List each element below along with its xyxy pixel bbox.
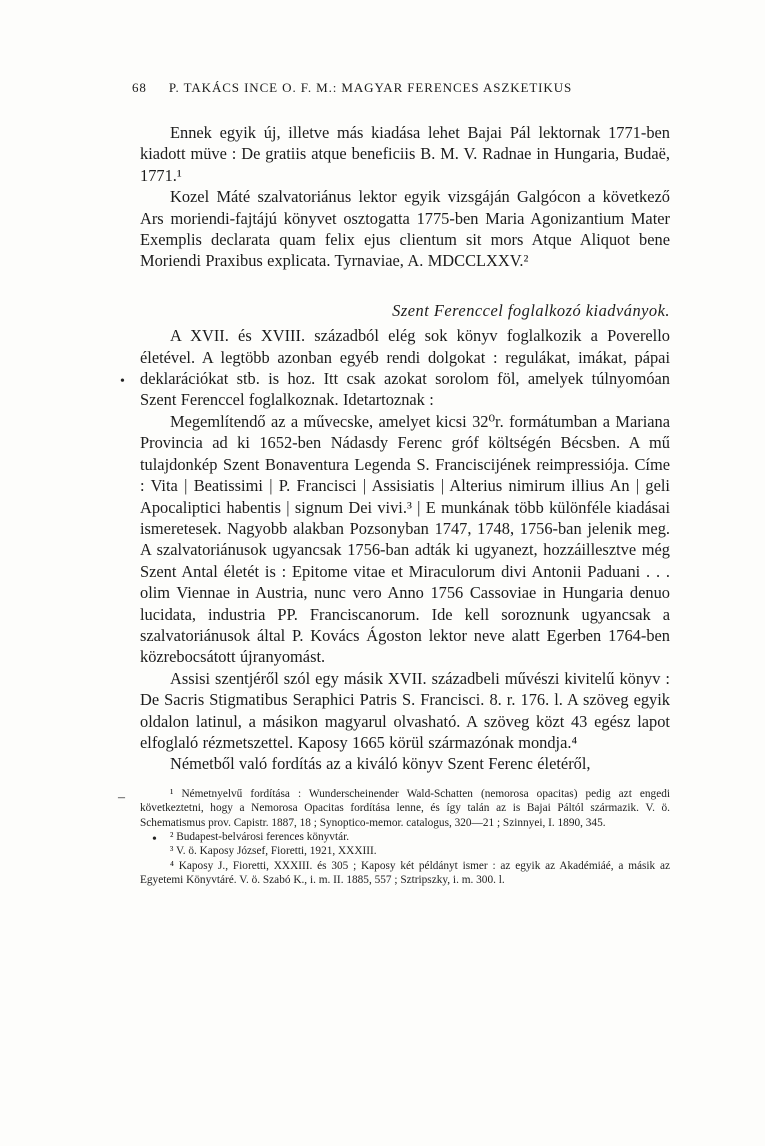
running-title: P. TAKÁCS INCE O. F. M.: MAGYAR FERENCES ASZKETIKUS xyxy=(168,80,573,95)
footnotes xyxy=(140,787,670,888)
margin-dot-mark: • xyxy=(120,374,125,389)
book-page xyxy=(132,80,670,888)
margin-bullet-mark: • xyxy=(152,832,157,847)
main-text xyxy=(140,122,670,775)
footnote: ³ V. ö. Kaposy József, Fioretti, 1921, XXXIII. xyxy=(170,845,377,858)
footnote: ² Budapest-belvárosi ferences könyvtár. xyxy=(170,831,350,843)
paragraph: Németből való fordítás az a kiváló könyv Szent Ferenc életéről, xyxy=(170,754,591,774)
paragraph: A XVII. és XVIII. századból elég sok könyv foglalkozik a Poverello életével. A legtöbb azonban egyéb rendi dolgokat : regulákat, imákat, pápai deklarációkat stb. is hoz. Itt csak azokat sorolom föl, amelyek túlnyomóan Szent Ferenccel foglalkoznak. Idetartoznak : xyxy=(140,326,670,410)
paragraph: Kozel Máté szalvatoriánus lektor egyik vizsgáján Galgócon a következő Ars moriendi-fajtájú könyvet osztogatta 1775-ben Maria Agonizantium Mater Exemplis declarata quam felix ejus clientum sit mors Atque Aliquot bene Moriendi Praxibus explicata. Tyrnaviae, A. MDCCLXXV.² xyxy=(140,187,670,271)
section-heading: Szent Ferenccel foglalkozó kiadványok. xyxy=(392,300,670,320)
paragraph: Assisi szentjéről szól egy másik XVII. századbeli művészi kivitelű könyv : De Sacris Stigmatibus Seraphici Patris S. Francisci. 8. r. 176. l. A szöveg egyik oldalon latinul, a másikon magyarul olvasható. A szöveg közt 43 egész lapot elfoglaló rézmetszettel. Kaposy 1665 körül származónak mondja.⁴ xyxy=(140,668,670,752)
running-header xyxy=(132,80,670,96)
footnote: ⁴ Kaposy J., Fioretti, XXXIII. és 305 ; Kaposy két példányt ismer : az egyik az Akadémiáé, a másik az Egyetemi Könyvtáré. V. ö. Szabó K., i. m. II. 1885, 557 ; Sztripszky, i. m. 300. l. xyxy=(140,859,670,887)
paragraph: Ennek egyik új, illetve más kiadása lehet Bajai Pál lektornak 1771-ben kiadott müve : De gratiis atque beneficiis B. M. V. Radnae in Hungaria, Budaë, 1771.¹ xyxy=(140,123,670,185)
margin-dash-mark: – xyxy=(118,790,125,805)
paragraph: Megemlítendő az a művecske, amelyet kicsi 32⁰r. formátumban a Mariana Provincia ad ki 1652-ben Nádasdy Ferenc gróf költségén Bécsben. A mű tulajdonkép Szent Bonaventura Legenda S. Franciscijének reimpressiója. Címe : Vita | Beatissimi | P. Francisci | Assisiatis | Alterius nimirum illius An | geli Apocaliptici habentis | signum Dei vivi.³ | E munkának több különféle kiadásai ismeretesek. Nagyobb alakban Pozsonyban 1747, 1748, 1756-ban jelenik meg. A szalvatoriánusok ugyancsak 1756-ban adták ki ugyanezt, hozzáillesztve még Szent Antal életét is : Epitome vitae et Miraculorum divi Antonii Paduani . . . olim Viennae in Austria, nunc vero Anno 1756 Cassoviae in Hungaria denuo lucidata, industria PP. Franciscanorum. Ide kell soroznunk ugyancsak a szalvatoriánusok által P. Kovács Ágoston lektor neve alatt Egerben 1764-ben közrebocsátott újranyomást. xyxy=(140,411,670,667)
page-number: 68 xyxy=(132,80,147,95)
footnote: ¹ Németnyelvű fordítása : Wunderscheinender Wald-Schatten (nemorosa opacitas) pedig azt engedi következtetni, hogy a Nemorosa Opacitas fordítása lenne, és így talán az is Bajai Páltól származik. V. ö. Schematismus prov. Capistr. 1887, 18 ; Synoptico-memor. catalogus, 320—21 ; Szinnyei, I. 1890, 345. xyxy=(140,787,670,829)
